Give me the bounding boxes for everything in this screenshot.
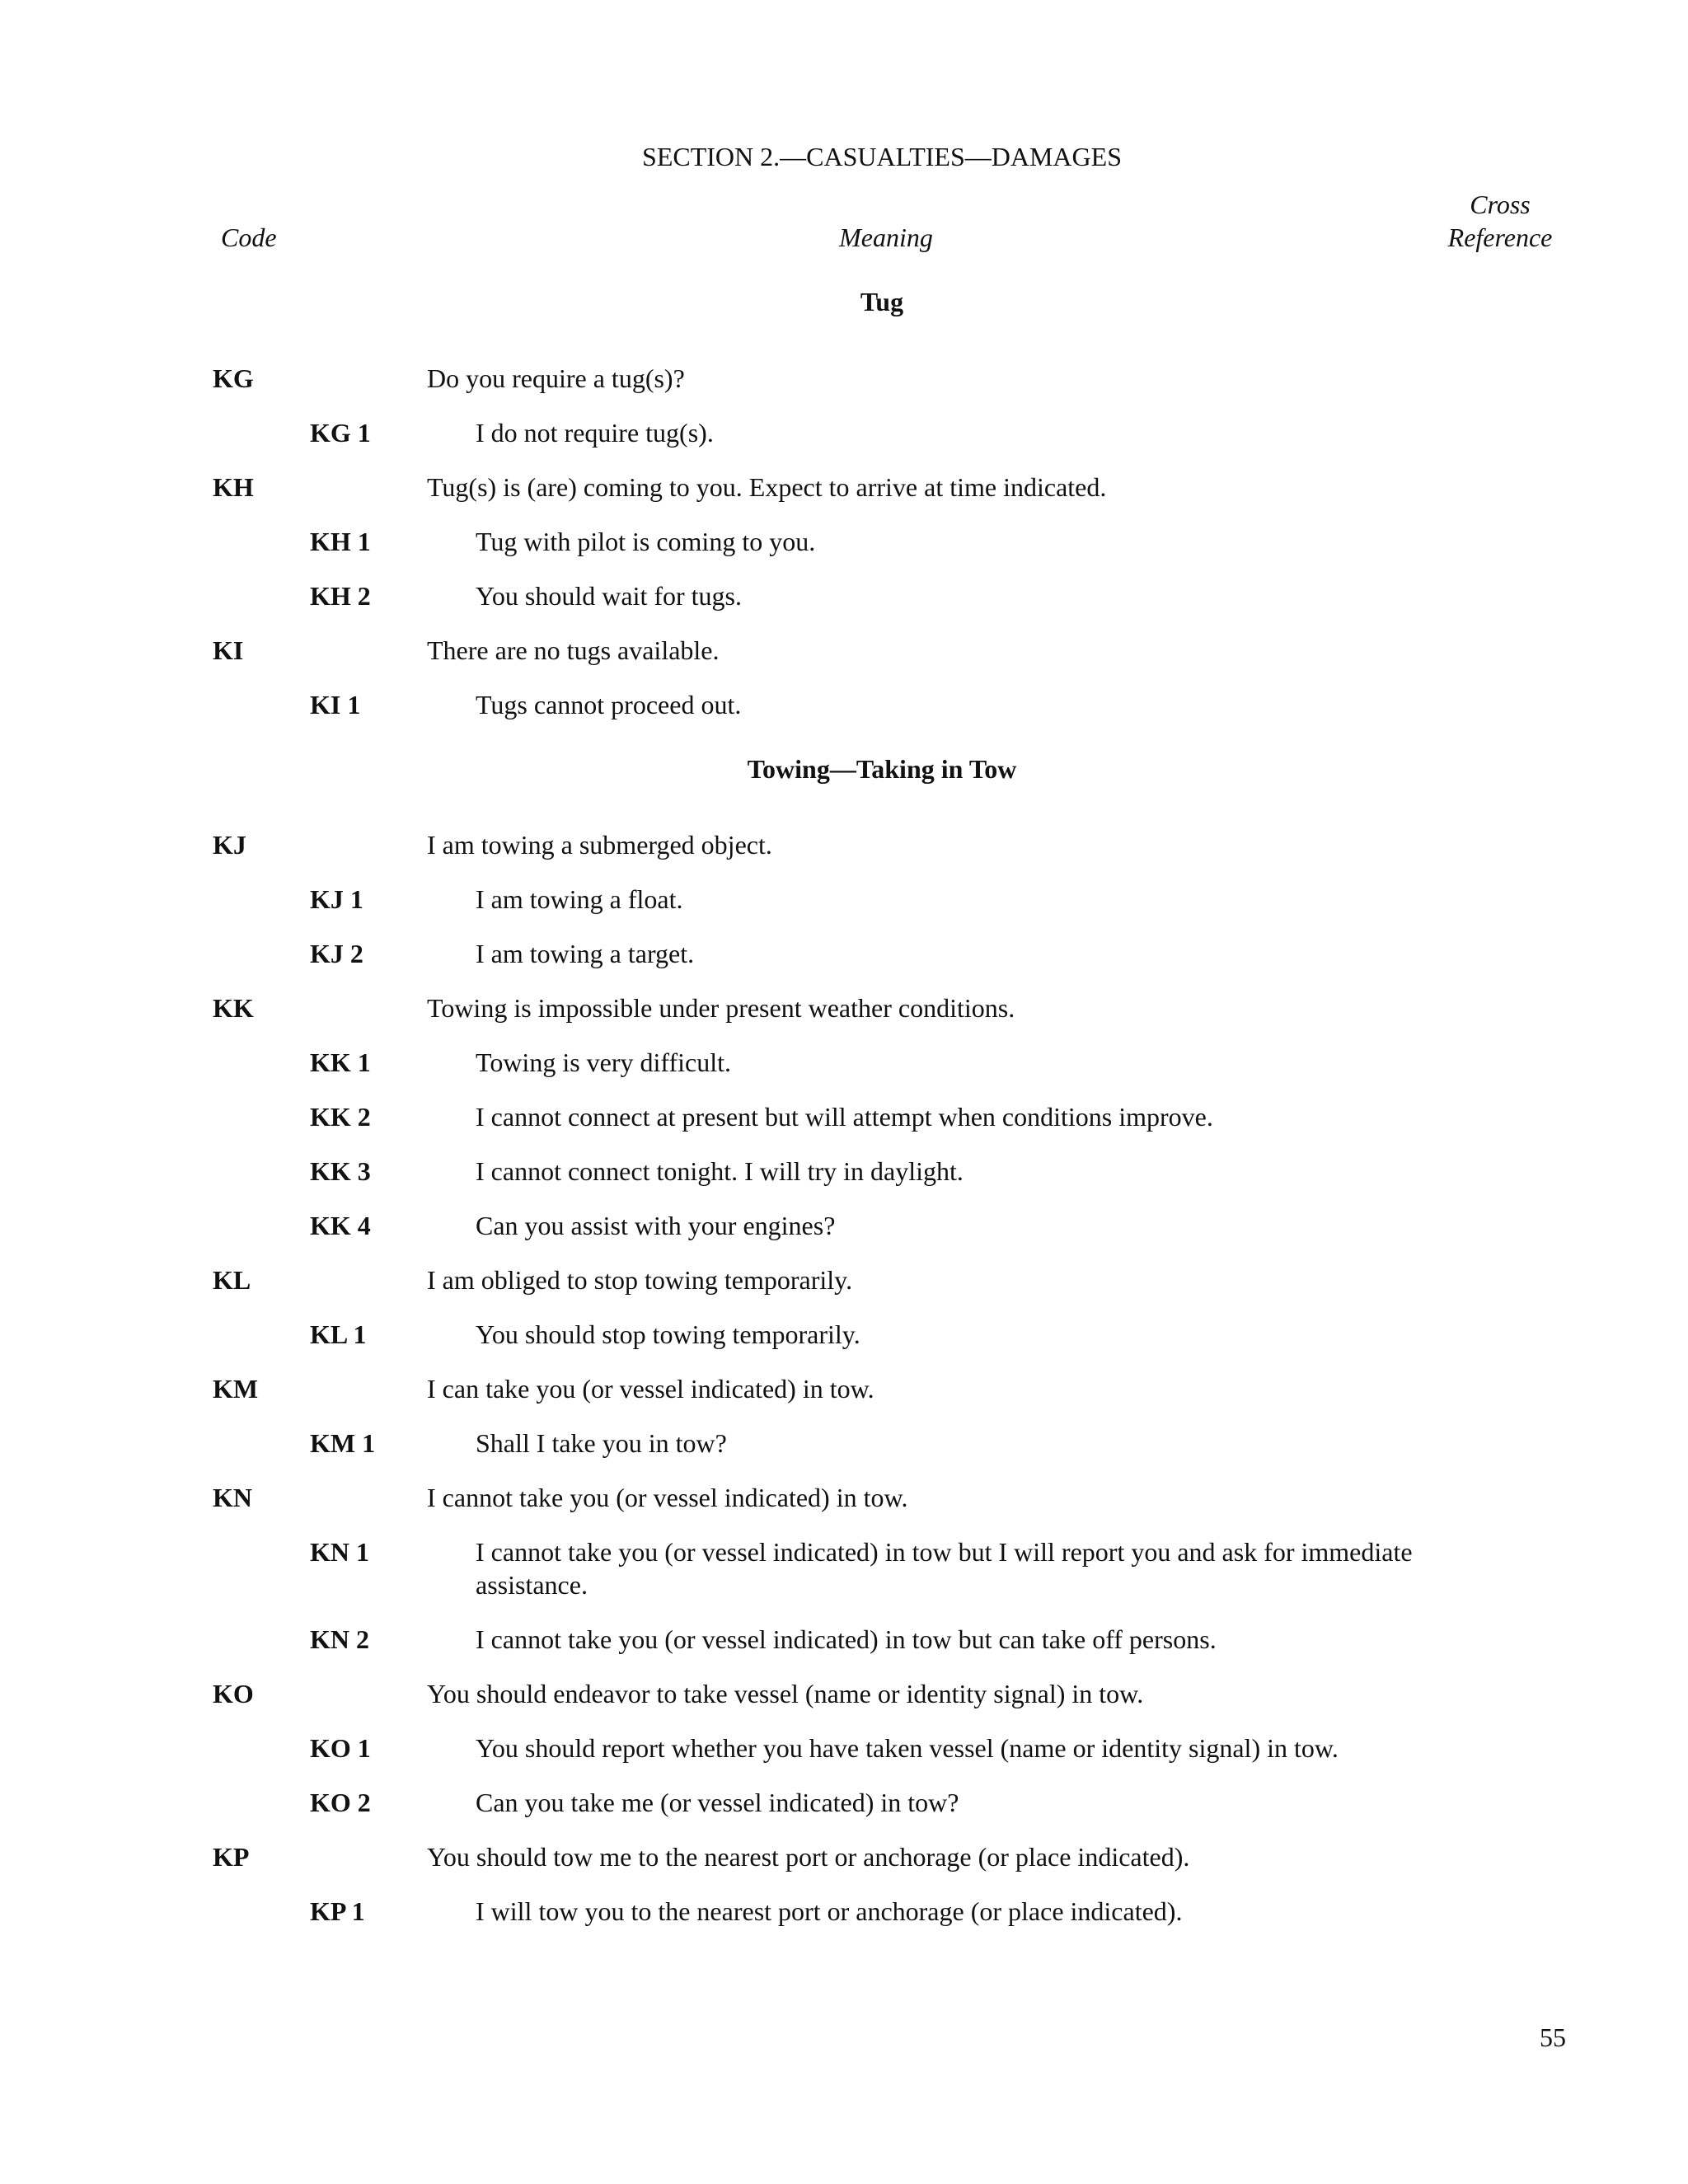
page-number: 55 <box>1540 2022 1566 2052</box>
signal-code: KH <box>213 472 254 502</box>
column-header-cross-reference <box>1418 188 1582 254</box>
signal-code: KG <box>213 363 254 393</box>
signal-code: KH 1 <box>310 527 371 556</box>
section-title: SECTION 2.—CASUALTIES—DAMAGES <box>642 142 1122 171</box>
signal-code: KK 2 <box>310 1102 371 1132</box>
signal-code: KL 1 <box>310 1319 367 1349</box>
signal-meaning: Can you assist with your engines? <box>476 1211 836 1240</box>
signal-meaning: I cannot take you (or vessel indicated) in tow. <box>427 1483 908 1512</box>
signal-meaning: I am towing a float. <box>476 884 683 914</box>
signal-meaning: I will tow you to the nearest port or anchorage (or place indicated). <box>476 1896 1183 1926</box>
signal-meaning: I cannot take you (or vessel indicated) in tow but I will report you and ask for immediate assistance. <box>476 1537 1413 1600</box>
signal-code: KO 1 <box>310 1733 371 1763</box>
signal-meaning: There are no tugs available. <box>427 635 720 665</box>
signal-meaning: Tugs cannot proceed out. <box>476 690 742 719</box>
signal-meaning: I am obliged to stop towing temporarily. <box>427 1265 853 1295</box>
signal-meaning: I am towing a submerged object. <box>427 830 772 860</box>
signal-meaning: You should stop towing temporarily. <box>476 1319 860 1349</box>
signal-code: KP 1 <box>310 1896 365 1926</box>
signal-code: KJ 1 <box>310 884 363 914</box>
subsection-heading-towing: Towing—Taking in Tow <box>747 754 1017 784</box>
signal-code: KN 2 <box>310 1624 369 1654</box>
signal-meaning: I cannot connect tonight. I will try in daylight. <box>476 1156 964 1186</box>
signal-code: KK 1 <box>310 1047 371 1077</box>
signal-meaning: You should tow me to the nearest port or anchorage (or place indicated). <box>427 1842 1190 1872</box>
signal-code: KI <box>213 635 244 665</box>
signal-meaning: I am towing a target. <box>476 939 695 968</box>
signal-code: KL <box>213 1265 251 1295</box>
signal-meaning: Shall I take you in tow? <box>476 1428 727 1458</box>
signal-code: KM 1 <box>310 1428 376 1458</box>
signal-meaning: You should report whether you have taken vessel (name or identity signal) in tow. <box>476 1733 1339 1763</box>
subsection-heading-tug: Tug <box>860 287 904 316</box>
signal-code: KI 1 <box>310 690 361 719</box>
signal-meaning: Tug with pilot is coming to you. <box>476 527 816 556</box>
signal-code: KK 4 <box>310 1211 371 1240</box>
signal-meaning: I cannot take you (or vessel indicated) in tow but can take off persons. <box>476 1624 1217 1654</box>
signal-code: KJ 2 <box>310 939 363 968</box>
signal-meaning: You should wait for tugs. <box>476 581 742 611</box>
signal-code: KO <box>213 1679 254 1708</box>
signal-meaning: You should endeavor to take vessel (name or identity signal) in tow. <box>427 1679 1144 1708</box>
signal-meaning: I do not require tug(s). <box>476 418 714 448</box>
signal-code: KJ <box>213 830 246 860</box>
signal-meaning: I can take you (or vessel indicated) in tow. <box>427 1374 874 1404</box>
column-header-meaning: Meaning <box>839 223 933 252</box>
cross-reference-line-1: Cross <box>1470 190 1531 219</box>
signal-meaning: Can you take me (or vessel indicated) in tow? <box>476 1788 959 1817</box>
signal-code: KM <box>213 1374 259 1404</box>
signal-code: KK 3 <box>310 1156 371 1186</box>
signal-code: KP <box>213 1842 250 1872</box>
signal-code: KN 1 <box>310 1537 369 1567</box>
signal-meaning: Towing is impossible under present weather conditions. <box>427 993 1015 1023</box>
signal-meaning: Tug(s) is (are) coming to you. Expect to arrive at time indicated. <box>427 472 1107 502</box>
signal-code: KK <box>213 993 254 1023</box>
signal-code: KO 2 <box>310 1788 371 1817</box>
signal-meaning: Towing is very difficult. <box>476 1047 732 1077</box>
signal-meaning: I cannot connect at present but will attempt when conditions improve. <box>476 1102 1213 1132</box>
signal-meaning: Do you require a tug(s)? <box>427 363 685 393</box>
signal-code: KG 1 <box>310 418 371 448</box>
signal-code: KH 2 <box>310 581 371 611</box>
signal-code: KN <box>213 1483 252 1512</box>
column-header-code: Code <box>221 223 277 252</box>
cross-reference-line-2: Reference <box>1447 223 1553 252</box>
